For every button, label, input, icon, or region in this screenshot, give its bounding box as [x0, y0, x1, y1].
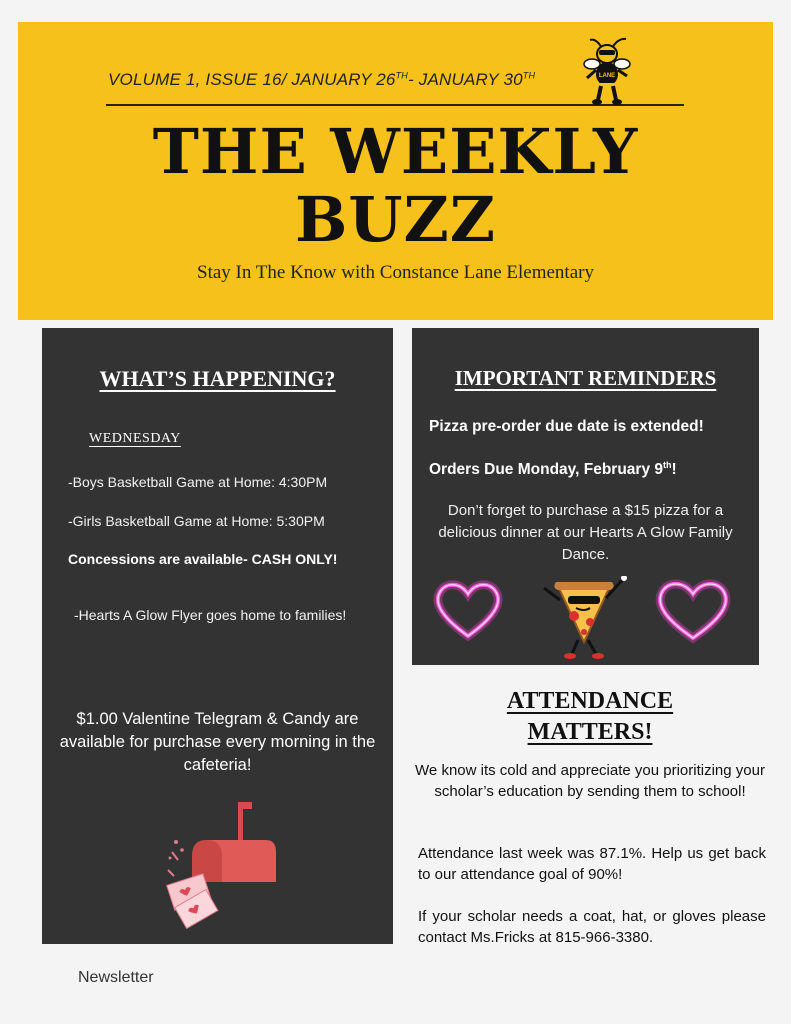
- telegram-note: $1.00 Valentine Telegram & Candy are available for purchase every morning in the cafeteria!: [59, 710, 376, 774]
- attendance-title: [412, 686, 768, 748]
- neon-heart-icon: [652, 576, 734, 646]
- important-reminders-panel: [412, 328, 759, 665]
- attendance-contact-text: If your scholar needs a coat, hat, or gloves please contact Ms.Fricks at 815-966-3380.: [418, 908, 766, 946]
- reminders-title: IMPORTANT REMINDERS: [454, 366, 717, 390]
- title-line-2: BUZZ: [295, 183, 496, 256]
- footer-label: Newsletter: [78, 969, 154, 986]
- hornet-mascot-icon: [582, 36, 632, 108]
- mascot-badge-text: LANE: [598, 73, 616, 79]
- flyer-note: -Hearts A Glow Flyer goes home to families!: [74, 607, 347, 623]
- neon-heart-icon: [430, 576, 506, 644]
- attendance-title-line-2: MATTERS!: [527, 719, 653, 745]
- dabbing-pizza-icon: [538, 576, 630, 664]
- whats-happening-title: WHAT’S HAPPENING?: [99, 366, 336, 391]
- pizza-reminder-text: Don’t forget to purchase a $15 pizza for a delicious dinner at our Hearts A Glow Family Dance.: [438, 502, 733, 563]
- title-line-1: THE WEEKLY: [152, 115, 639, 188]
- newsletter-title: [18, 115, 773, 256]
- tagline: Stay In The Know with Constance Lane Elementary: [197, 262, 594, 283]
- concessions-note: Concessions are available- CASH ONLY!: [68, 551, 338, 567]
- mailbox-icon: [164, 800, 284, 930]
- event-item: -Girls Basketball Game at Home: 5:30PM: [68, 513, 325, 529]
- whats-happening-panel: [42, 328, 393, 944]
- pizza-due-notice: Pizza pre-order due date is extended!: [429, 418, 704, 435]
- newsletter-header: [18, 22, 773, 320]
- attendance-rate-text: Attendance last week was 87.1%. Help us get back to our attendance goal of 90%!: [418, 845, 766, 883]
- orders-due-notice: Orders Due Monday, February 9th!: [429, 460, 677, 479]
- attendance-title-line-1: ATTENDANCE: [506, 688, 674, 714]
- day-heading: WEDNESDAY: [89, 431, 181, 446]
- event-item: -Boys Basketball Game at Home: 4:30PM: [68, 474, 328, 490]
- issue-line: VOLUME 1, ISSUE 16/ JANUARY 26TH- JANUARY 30TH: [108, 70, 536, 89]
- attendance-intro: We know its cold and appreciate you prioritizing your scholar’s education by sending them to school!: [415, 762, 765, 800]
